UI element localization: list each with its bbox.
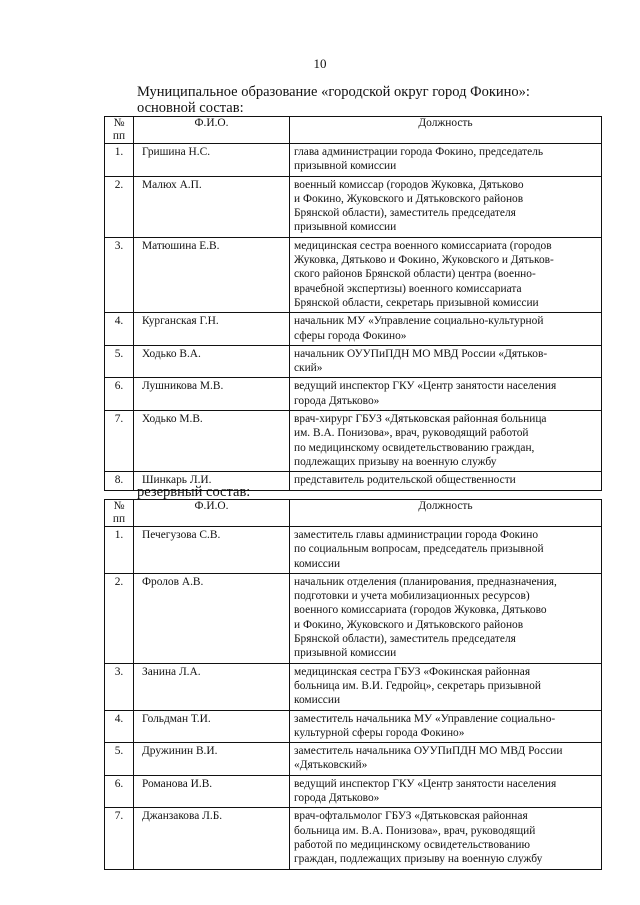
row-number: 7. [105,411,134,472]
position-line: ского районов Брянской области) центра (военно- [294,268,536,281]
position-line: и Фокино, Жуковского и Дятьковского районов [294,618,524,631]
position-line: врачебной экспертизы) военного комиссариата [294,282,522,295]
member-position [290,472,602,490]
position-line: медицинская сестра военного комиссариата (городов [294,239,552,252]
page-number: 10 [313,56,327,71]
member-name: Ходько В.А. [134,345,290,378]
member-position [290,573,602,663]
column-header-fio: Ф.И.О. [134,500,290,527]
table-row [105,411,602,472]
main-composition-label: основной состав: [137,100,244,116]
position-line: представитель родительской общественности [294,474,516,487]
position-line: сферы города Фокино» [294,329,407,342]
position-line: врач-хирург ГБУЗ «Дятьковская районная больница [294,413,547,426]
column-header-num: № пп [105,117,134,144]
table-header-row [105,117,602,144]
position-line: ведущий инспектор ГКУ «Центр занятости населения [294,777,557,790]
member-name: Курганская Г.Н. [134,313,290,346]
position-line: ведущий инспектор ГКУ «Центр занятости населения [294,380,557,393]
position-line: «Дятьковский» [294,759,368,772]
column-header-position: Должность [290,117,602,144]
row-number: 2. [105,176,134,237]
main-composition-table [104,116,602,491]
member-name: Печегузова С.В. [134,527,290,574]
member-name: Занина Л.А. [134,663,290,710]
position-line: города Дятьково» [294,792,380,805]
member-name: Дружинин В.И. [134,743,290,776]
member-name: Гольдман Т.И. [134,710,290,743]
position-line: заместитель главы администрации города Фокино [294,529,539,541]
table-row [105,663,602,710]
row-number: 2. [105,573,134,663]
table-row [105,345,602,378]
member-name: Матюшина Е.В. [134,237,290,312]
table-row [105,144,602,177]
position-line: комиссии [294,557,341,570]
main-composition-rows [105,144,602,491]
position-line: ский» [294,362,323,375]
row-number: 3. [105,237,134,312]
member-name: Романова И.В. [134,775,290,808]
row-number: 6. [105,378,134,411]
position-line: больница им. В.И. Гедройц», секретарь призывной [294,679,541,692]
member-position [290,378,602,411]
table-row [105,573,602,663]
member-name: Фролов А.В. [134,573,290,663]
member-position [290,663,602,710]
member-position [290,775,602,808]
position-line: призывной комиссии [294,647,397,660]
position-line: начальник МУ «Управление социально-культурной [294,315,544,328]
member-name: Шинкарь Л.И. [134,472,290,490]
row-number: 5. [105,345,134,378]
position-line: города Дятьково» [294,394,380,407]
member-position [290,808,602,869]
member-position [290,313,602,346]
column-header-position: Должность [290,500,602,527]
position-line: Жуковка, Дятьково и Фокино, Жуковского и Дятьков- [294,254,554,267]
member-position [290,144,602,177]
position-line: глава администрации города Фокино, председатель [294,146,544,158]
row-number: 3. [105,663,134,710]
row-number: 1. [105,144,134,177]
member-position [290,345,602,378]
member-name: Лушникова М.В. [134,378,290,411]
position-line: им. В.А. Понизова», врач, руководящий работой [294,427,529,440]
position-line: подлежащих призыву на военную службу [294,455,497,468]
municipality-heading: Муниципальное образование «городской округ город Фокино»: [137,84,530,100]
row-number: 8. [105,472,134,490]
table-row [105,527,602,574]
member-name: Малюх А.П. [134,176,290,237]
position-line: начальник отделения (планирования, предназначения, [294,575,557,588]
position-line: призывной комиссии [294,221,397,234]
position-line: военный комиссар (городов Жуковка, Дятьково [294,178,524,191]
member-position [290,710,602,743]
member-position [290,176,602,237]
table-row [105,378,602,411]
member-position [290,411,602,472]
table-row [105,808,602,869]
position-line: медицинская сестра ГБУЗ «Фокинская районная [294,665,531,678]
row-number: 7. [105,808,134,869]
reserve-composition-table [104,499,602,870]
position-line: по медицинскому освидетельствованию граждан, [294,441,535,454]
column-header-fio: Ф.И.О. [134,117,290,144]
table-row [105,176,602,237]
position-line: врач-офтальмолог ГБУЗ «Дятьковская районная [294,810,528,823]
member-position [290,527,602,574]
position-line: Брянской области), заместитель председателя [294,633,516,646]
row-number: 4. [105,313,134,346]
table-row [105,237,602,312]
table-row [105,313,602,346]
position-line: призывной комиссии [294,160,397,173]
position-line: граждан, подлежащих призыву на военную службу [294,853,543,866]
row-number: 4. [105,710,134,743]
row-number: 1. [105,527,134,574]
table-row [105,710,602,743]
member-name: Гришина Н.С. [134,144,290,177]
position-line: больница им. В.А. Понизова», врач, руководящий [294,824,536,837]
position-line: подготовки и учета мобилизационных ресурсов) [294,590,530,603]
position-line: Брянской области), заместитель председателя [294,207,516,220]
member-position [290,743,602,776]
member-name: Джанзакова Л.Б. [134,808,290,869]
position-line: начальник ОУУПиПДН МО МВД России «Дятьков- [294,347,548,360]
column-header-num: № пп [105,500,134,527]
reserve-composition-rows [105,527,602,870]
position-line: заместитель начальника ОУУПиПДН МО МВД России [294,745,563,758]
row-number: 5. [105,743,134,776]
position-line: культурной сферы города Фокино» [294,726,465,739]
position-line: работой по медицинскому освидетельствованию [294,838,531,851]
position-line: и Фокино, Жуковского и Дятьковского районов [294,192,524,205]
position-line: комиссии [294,694,341,707]
member-position [290,237,602,312]
position-line: военного комиссариата (городов Жуковка, Дятьково [294,604,547,617]
reserve-composition-label: резервный состав: [137,484,251,500]
table-row [105,743,602,776]
position-line: Брянской области, секретарь призывной комиссии [294,296,539,309]
position-line: заместитель начальника МУ «Управление социально- [294,712,556,725]
table-header-row [105,500,602,527]
table-row [105,775,602,808]
member-name: Ходько М.В. [134,411,290,472]
row-number: 6. [105,775,134,808]
position-line: по социальным вопросам, председатель призывной [294,543,544,556]
